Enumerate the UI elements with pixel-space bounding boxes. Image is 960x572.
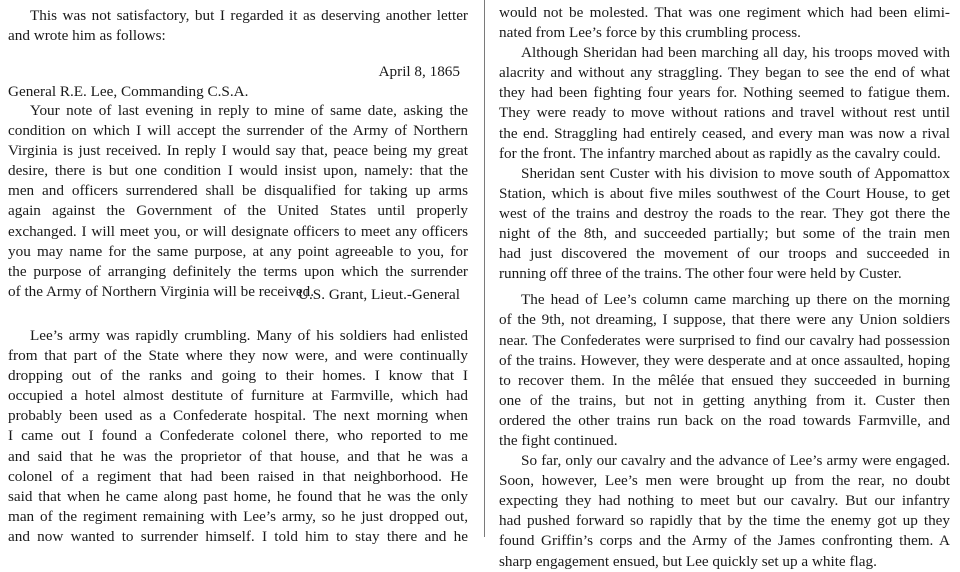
text-line: near. The Confederates were surprised to find our cavalry had possession [499,331,950,349]
text-line: condition on which I will accept the surrender of the Army of Northern [8,122,468,140]
text-line: April 8, 1865 [378,63,460,80]
right-text [499,3,950,572]
text-line: I came out I found a Confederate colonel there, who reported to me [8,427,468,445]
letter-date [8,62,468,82]
text-line: of the trains. However, they were desperate and at once assaulted, hoping [499,351,950,369]
text-line: U.S. Grant, Lieut.-General [298,286,460,303]
text-line: you may name for the same purpose, at any point agreeable to you, for [8,242,468,260]
text-line: the end. Straggling had entirely ceased, and every man was now a rival [499,124,950,142]
text-line: and wrote him as follows: [8,27,166,45]
text-line: the fight continued. [499,431,618,449]
text-line: from that part of the State where they now were, and were continually [8,347,468,365]
letter-body [8,101,468,302]
text-line: they had been fighting four years for. Nothing seemed to fatigue them. [499,84,950,102]
text-line: Sheridan sent Custer with his division to move south of Appomattox [521,164,950,182]
text-line: Station, which is about five miles southwest of the Court House, to get [499,184,950,202]
text-line: exchanged. I will meet you, or will designate officers to meet any officers [8,222,468,240]
text-line: ordered the other trains run back on the road towards Farmville, and [499,411,950,429]
letter-salutation [8,82,468,102]
text-line: to recover them. In the mêlée that ensued they succeeded in burning [499,371,950,389]
text-line: found Griffin’s corps and the Army of the James confronting them. A [499,532,950,550]
text-line: had just discovered the movement of our troops and succeeded in [499,245,950,263]
text-line: and said that he was the proprietor of that house, and that he was a [8,447,468,465]
column-divider [484,0,485,537]
text-line: the purpose of arranging definitely the terms upon which the surrender [8,262,468,280]
intro-paragraph [8,6,468,46]
text-line: of the Army of Northern Virginia will be received. [8,282,314,300]
text-line: Although Sheridan had been marching all day, his troops moved with [521,44,950,62]
text-line: Your note of last evening in reply to mine of same date, asking the [30,102,468,119]
text-line: occupied a hotel almost destitute of furniture at Farmville, which had [8,387,468,405]
text-line: Virginia is just received. In reply I would say that, peace being my great [8,142,468,160]
text-line: sharp engagement ensued, but Lee quickly set up a white flag. [499,552,877,570]
text-line: General R.E. Lee, Commanding C.S.A. [8,83,249,100]
letter-signature [8,285,468,305]
left-column [0,0,476,545]
text-line: would not be molested. That was one regiment which had been elimi- [499,4,950,21]
text-line: of the 9th, not dreaming, I suppose, that there were any Union soldiers [499,311,950,329]
text-line: dropping out of the ranks and going to their homes. I know that I [8,367,468,385]
text-line: alacrity and without any straggling. They began to see the end of what [499,64,950,82]
text-line: colonel of a regiment that had been raised in that neighborhood. He [8,467,468,485]
text-line: man of the regiment remaining with Lee’s army, so he just dropped out, [8,507,468,525]
text-line: Lee’s army was rapidly crumbling. Many of his soldiers had enlisted [30,327,468,344]
text-line: west of the trains and destroy the roads to the rear. They got there the [499,204,950,222]
text-line: running off three of the trains. The other four were held by Custer. [499,265,902,283]
text-line: men and officers surrendered shall be disqualified for taking up arms [8,182,468,200]
right-column [491,0,960,570]
text-line: This was not satisfactory, but I regarded it as deserving another letter [30,7,468,24]
text-line: They were ready to move without rations and travel without rest until [499,104,950,122]
text-line: Soon, however, Lee’s men were brought up from the rear, no doubt [499,472,950,490]
text-line: nated from Lee’s force by this crumbling process. [499,24,801,42]
text-line: probably been used as a Confederate hospital. The next morning when [8,407,468,425]
text-line: again against the Government of the United States until properly [8,202,468,220]
text-line: The head of Lee’s column came marching up there on the morning [521,291,950,309]
text-line: night of the 8th, and succeeded partially; but some of the train men [499,225,950,243]
narrative-paragraph [8,326,468,547]
text-line: So far, only our cavalry and the advance of Lee’s army were engaged. [521,452,950,470]
text-line: expecting they had nothing to meet but our cavalry. But our infantry [499,492,950,510]
text-line: for the front. The infantry marched about as rapidly as the cavalry could. [499,144,941,162]
text-line: had pushed forward so rapidly that by the time the enemy got up they [499,512,950,530]
text-line: desire, there is but one condition I would insist upon, namely: that the [8,162,468,180]
text-line: said that when he came along past home, he found that he was the only [8,487,468,505]
text-line: one of the trains, but not in getting anything from it. Custer then [499,391,950,409]
text-line: and now wanted to surrender himself. I told him to stay there and he [8,527,468,545]
